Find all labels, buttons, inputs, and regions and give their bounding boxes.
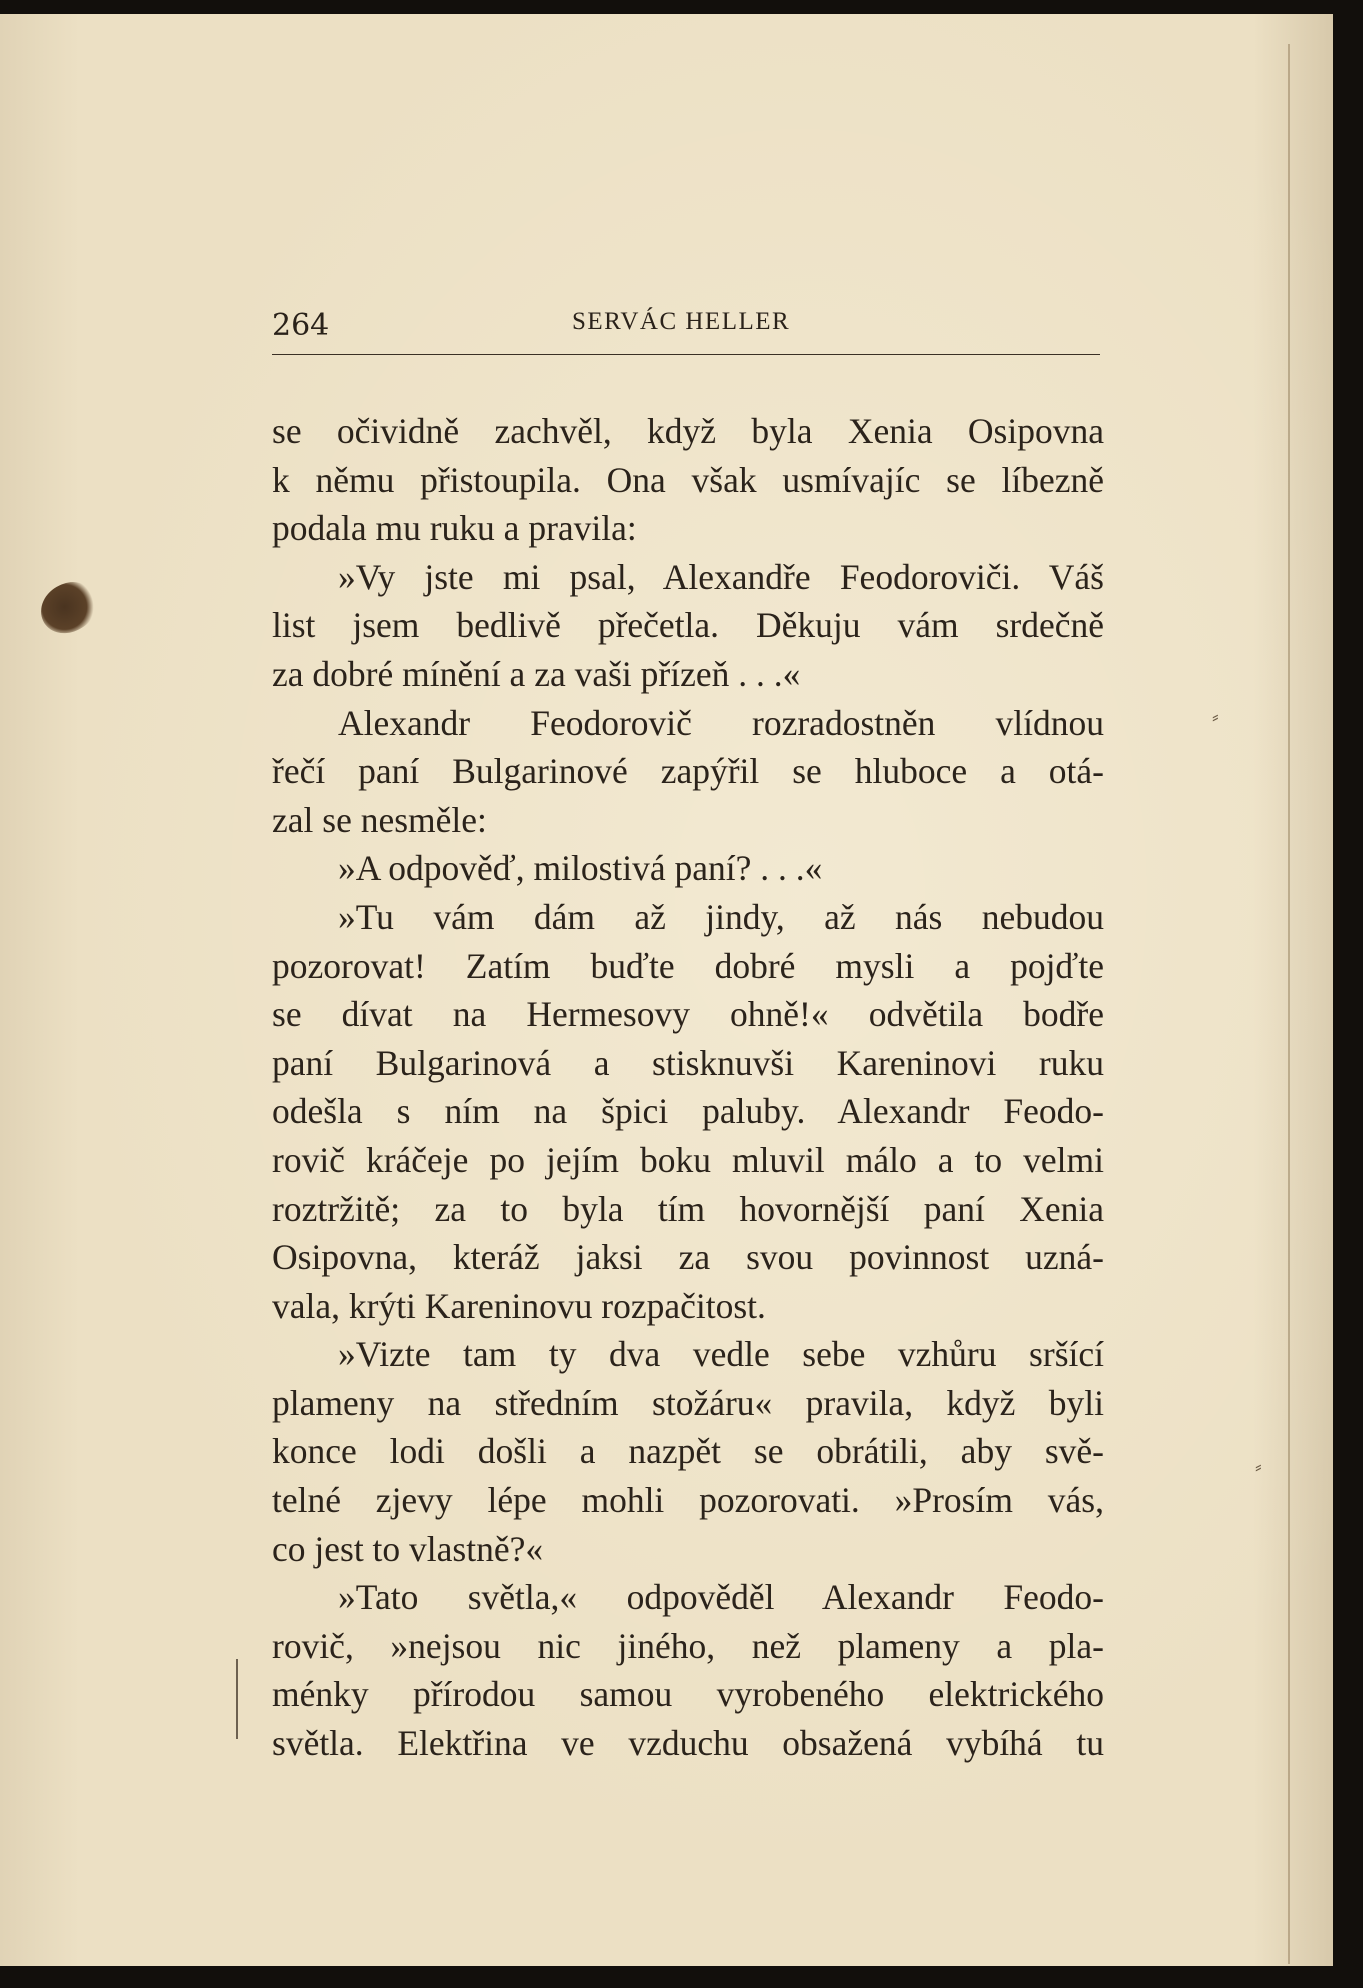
text-line: zal se nesměle: [272,799,487,840]
margin-pencil-line [236,1659,238,1739]
text-line: telné zjevy lépe mohli pozorovati. »Prosím vás, [272,1480,1104,1521]
text-line: vala, krýti Kareninovu rozpačitost. [272,1285,766,1326]
text-line: k němu přistoupila. Ona však usmívajíc se líbezně [272,459,1104,500]
text-line: co jest to vlastně?« [272,1528,544,1569]
text-line: odešla s ním na špici paluby. Alexandr Feodo- [272,1091,1104,1132]
text-line: plameny na středním stožáru« pravila, když byli [272,1382,1104,1423]
text-line: řečí paní Bulgarinové zapýřil se hluboce a otá- [272,751,1104,792]
text-line: »A odpověď, milostivá paní? . . .« [338,848,823,889]
text-line: »Vy jste mi psal, Alexandře Feodoroviči. Váš [338,556,1104,597]
text-line: podala mu ruku a pravila: [272,508,637,549]
text-line: »Tu vám dám až jindy, až nás nebudou [338,896,1104,937]
text-line: »Tato světla,« odpověděl Alexandr Feodo- [338,1577,1104,1618]
body-text [272,407,1104,1768]
book-page [0,14,1333,1966]
text-line: roztržitě; za to byla tím hovornější paní Xenia [272,1188,1104,1229]
text-line: konce lodi došli a nazpět se obrátili, aby svě- [272,1431,1104,1472]
text-line: Alexandr Feodorovič rozradostněn vlídnou [338,702,1104,743]
text-line: za dobré mínění a za vaši přízeň . . .« [272,653,801,694]
text-line: rovič, »nejsou nic jiného, než plameny a pla- [272,1625,1104,1666]
page-fold-line [1288,44,1290,1964]
text-line: »Vizte tam ty dva vedle sebe vzhůru sršící [338,1334,1104,1375]
text-line: ménky přírodou samou vyrobeného elektrického [272,1674,1104,1715]
text-line: se očividně zachvěl, když byla Xenia Osipovna [272,411,1104,451]
text-line: rovič kráčeje po jejím boku mluvil málo a to velmi [272,1139,1104,1180]
margin-mark: ⸗ [1212,704,1219,728]
page-header [272,294,1100,355]
margin-mark: ⸗ [1255,1454,1262,1478]
text-line: list jsem bedlivě přečetla. Děkuju vám srdečně [272,605,1104,646]
text-line: pozorovat! Zatím buďte dobré mysli a pojďte [272,945,1104,986]
text-line: Osipovna, kteráž jaksi za svou povinnost uzná- [272,1237,1104,1278]
ink-stain [32,574,103,641]
running-title: SERVÁC HELLER [572,308,791,335]
text-line: se dívat na Hermesovy ohně!« odvětila bodře [272,994,1104,1035]
page-number: 264 [272,308,330,343]
text-line: světla. Elektřina ve vzduchu obsažená vybíhá tu [272,1723,1104,1764]
text-line: paní Bulgarinová a stisknuvši Kareninovi ruku [272,1042,1104,1083]
